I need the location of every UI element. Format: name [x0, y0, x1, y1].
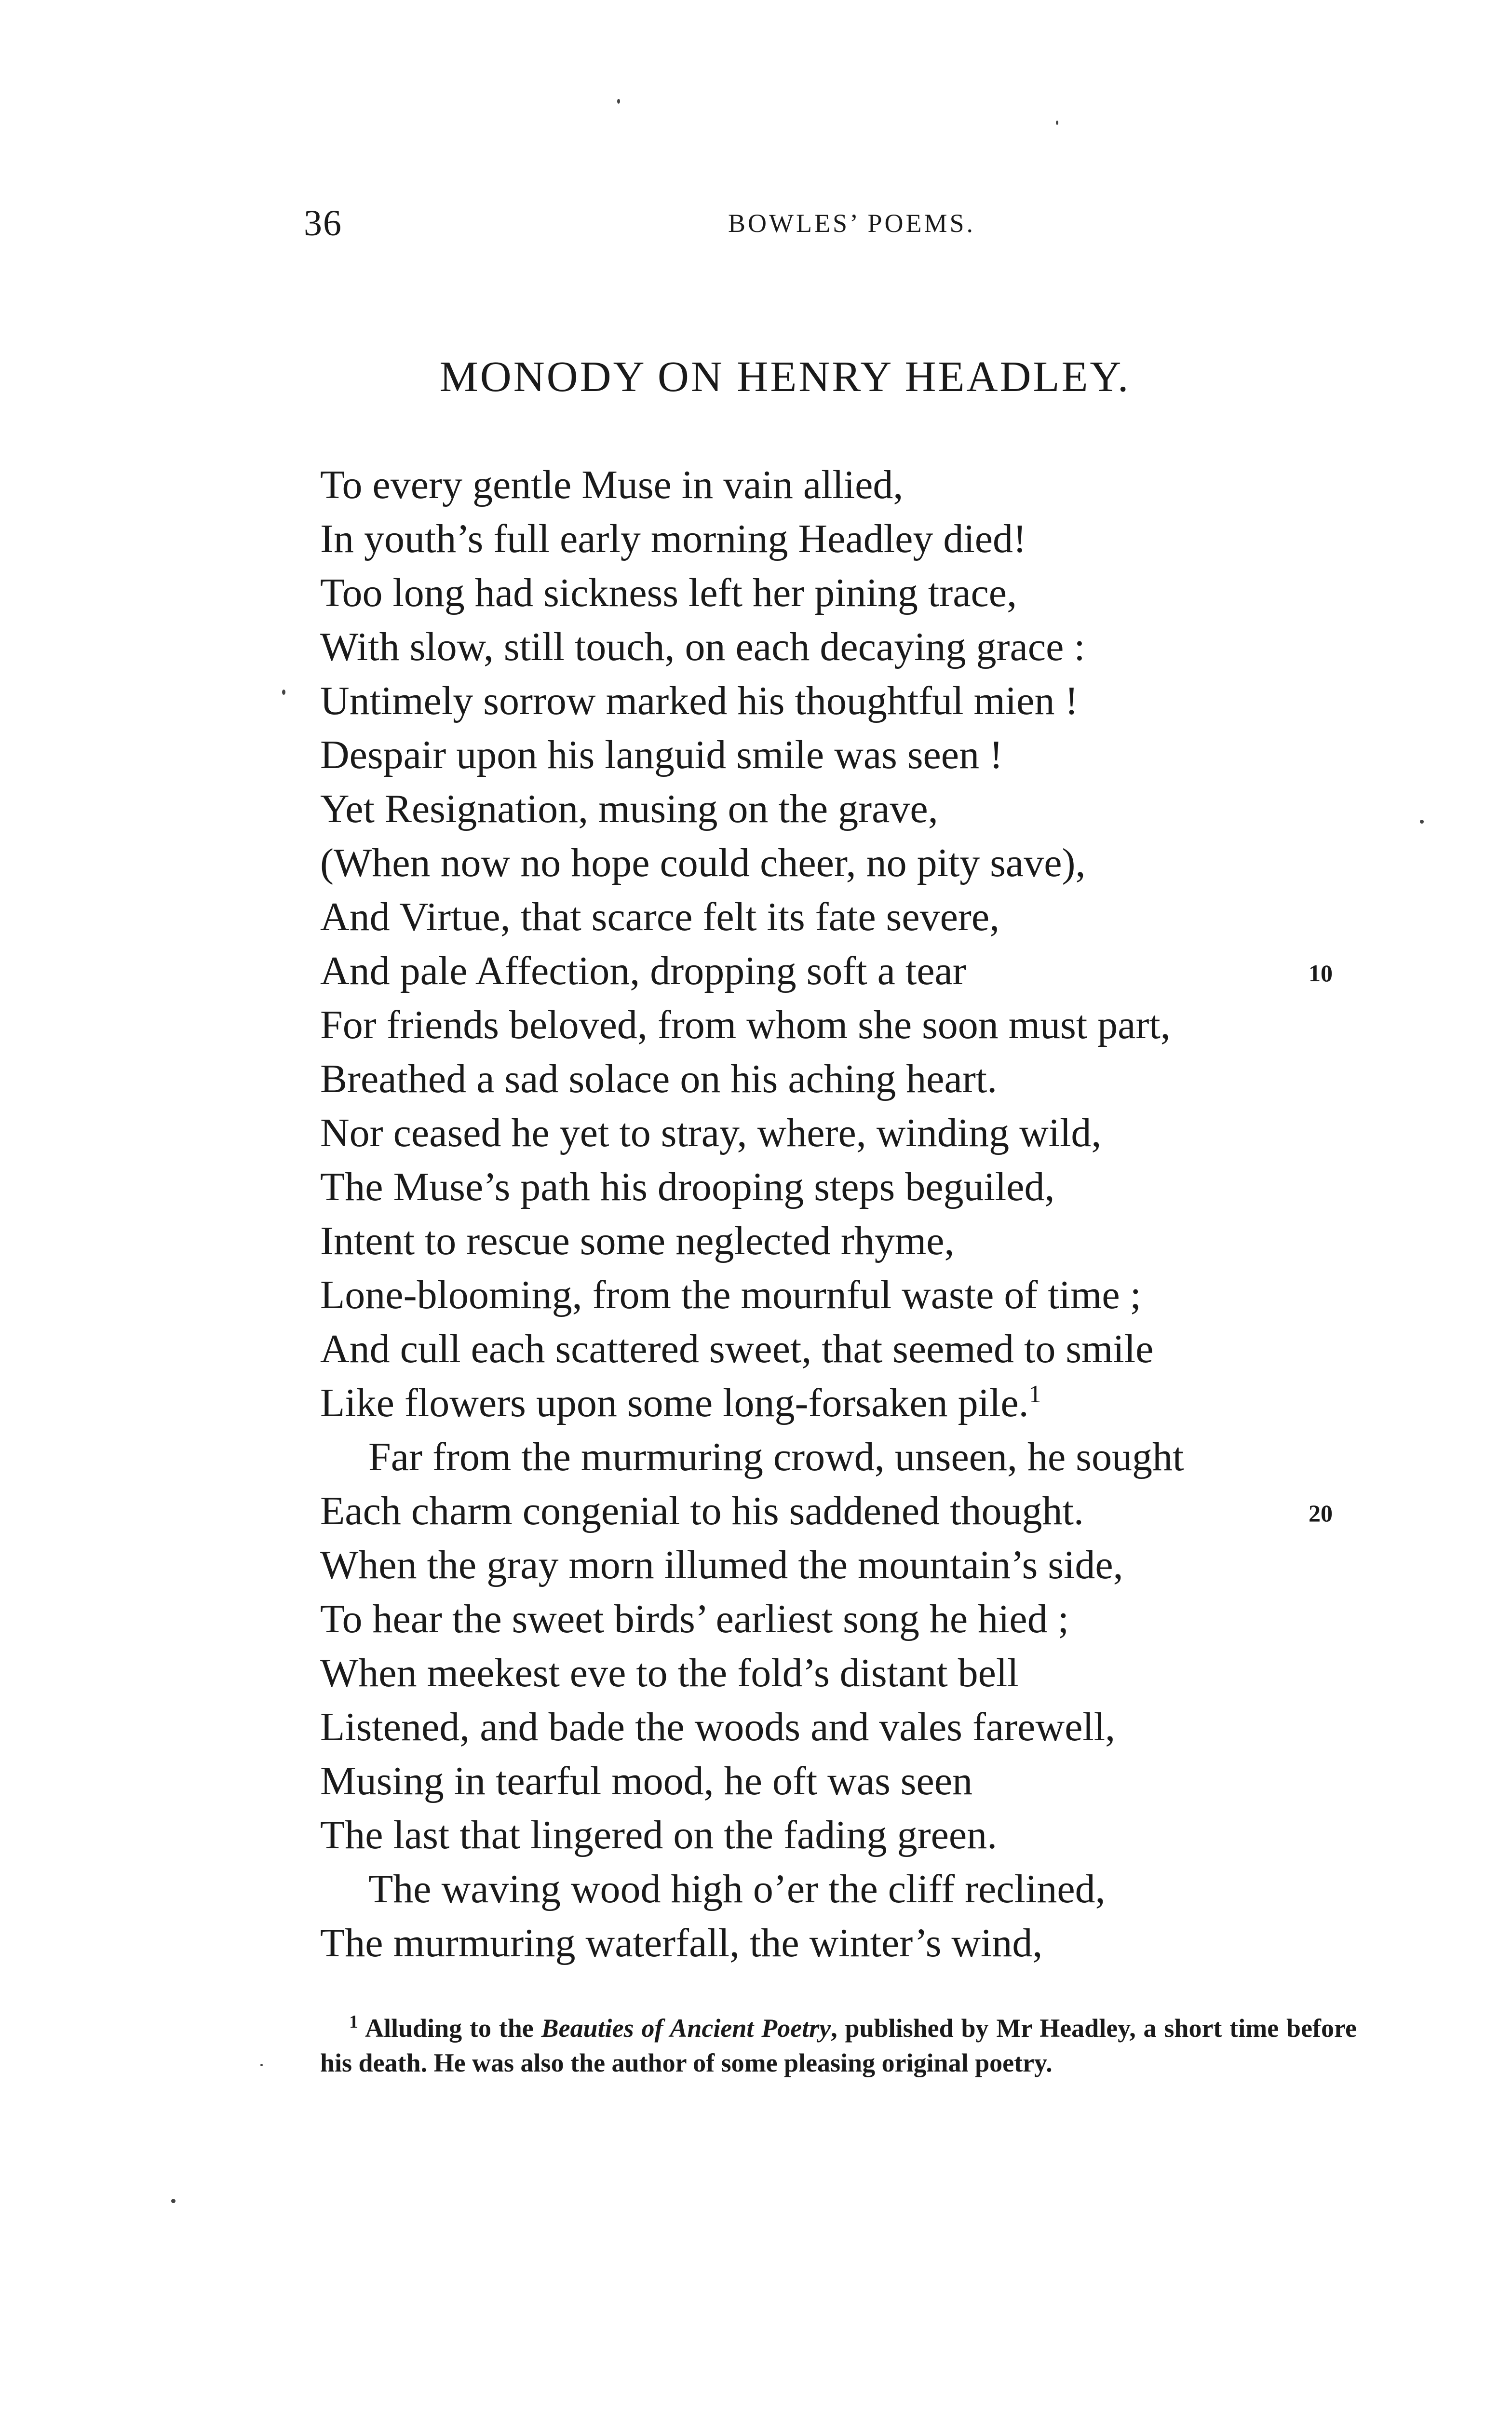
poem-line	[320, 890, 1381, 944]
footnotes	[320, 2011, 1357, 2080]
poem-line	[320, 1484, 1381, 1538]
poem-line-text: Musing in tearful mood, he oft was seen	[320, 1759, 973, 1803]
poem-line	[320, 1430, 1381, 1484]
poem-line-text: Lone-blooming, from the mournful waste of time ;	[320, 1273, 1141, 1317]
footnote-text-end: , published by Mr Headley, a short time before his death. He was also the author of some pleasing original poetry.	[320, 2014, 1357, 2077]
poem-line-text: And Virtue, that scarce felt its fate severe,	[320, 894, 1000, 939]
poem-line	[320, 674, 1381, 728]
poem-line-text: The last that lingered on the fading green.	[320, 1813, 998, 1857]
footnote-text-start: Alluding to the	[365, 2014, 541, 2043]
poem-line-text: Breathed a sad solace on his aching heart.	[320, 1057, 998, 1101]
poem-line	[320, 458, 1381, 512]
poem-line	[320, 1214, 1381, 1268]
poem-line-text: (When now no hope could cheer, no pity save),	[320, 840, 1086, 885]
poem-line-text: With slow, still touch, on each decaying grace :	[320, 624, 1085, 669]
poem-line-text: And cull each scattered sweet, that seemed to smile	[320, 1327, 1154, 1371]
poem-line-text: For friends beloved, from whom she soon must part,	[320, 1002, 1171, 1047]
poem-title: MONODY ON HENRY HEADLEY.	[439, 353, 1131, 401]
poem-line	[320, 1538, 1381, 1592]
poem-line	[320, 1646, 1381, 1700]
footnote-marker: 1	[349, 2012, 358, 2032]
poem-line-text: The Muse’s path his drooping steps beguiled,	[320, 1165, 1055, 1209]
poem-line-text: Yet Resignation, musing on the grave,	[320, 786, 938, 831]
ink-speck	[1420, 820, 1424, 824]
poem-line-text: In youth’s full early morning Headley died!	[320, 516, 1026, 561]
footnote-reference: 1	[1028, 1381, 1041, 1408]
poem-line	[320, 944, 1381, 998]
poem-line	[320, 1754, 1381, 1808]
poem-line-text: To hear the sweet birds’ earliest song he hied ;	[320, 1597, 1069, 1641]
poem-line	[320, 1592, 1381, 1646]
running-head	[304, 203, 1345, 256]
poem-line	[320, 1106, 1381, 1160]
line-number: 20	[1309, 1500, 1333, 1527]
running-title: BOWLES’ POEMS.	[728, 209, 976, 238]
poem-line-text: The murmuring waterfall, the winter’s wind,	[320, 1921, 1043, 1965]
ink-speck	[1056, 121, 1058, 125]
poem-line-text: When the gray morn illumed the mountain’s side,	[320, 1543, 1123, 1587]
poem-line	[320, 620, 1381, 674]
poem-body	[320, 458, 1381, 1970]
poem-line-text: To every gentle Muse in vain allied,	[320, 462, 904, 507]
poem-line	[320, 1052, 1381, 1106]
poem-line-text: Too long had sickness left her pining trace,	[320, 570, 1017, 615]
poem-line	[320, 998, 1381, 1052]
poem-line-text: Like flowers upon some long-forsaken pile.	[320, 1381, 1029, 1425]
poem-line-text: The waving wood high o’er the cliff reclined,	[368, 1867, 1106, 1911]
poem-line-text: Listened, and bade the woods and vales farewell,	[320, 1705, 1116, 1749]
poem-line-text: And pale Affection, dropping soft a tear	[320, 948, 966, 993]
line-number: 10	[1309, 960, 1333, 987]
poem-line	[320, 1808, 1381, 1862]
poem-line	[320, 1916, 1381, 1970]
footnote-book-title: Beauties of Ancient Poetry	[541, 2014, 831, 2043]
poem-line	[320, 1160, 1381, 1214]
ink-speck	[260, 2064, 263, 2066]
poem-line	[320, 728, 1381, 782]
poem-line	[320, 836, 1381, 890]
poem-line	[320, 566, 1381, 620]
poem-line	[320, 1322, 1381, 1376]
ink-speck	[617, 99, 620, 104]
poem-line	[320, 782, 1381, 836]
poem-line-text: Nor ceased he yet to stray, where, winding wild,	[320, 1111, 1102, 1155]
ink-speck	[171, 2199, 176, 2203]
poem-line	[320, 1268, 1381, 1322]
poem-line-text: Far from the murmuring crowd, unseen, he sought	[368, 1435, 1184, 1479]
poem-line	[320, 1376, 1381, 1430]
poem-line-text: Intent to rescue some neglected rhyme,	[320, 1219, 955, 1263]
poem-line	[320, 1700, 1381, 1754]
page-number: 36	[304, 203, 342, 244]
poem-line-text: Despair upon his languid smile was seen !	[320, 732, 1003, 777]
poem-line	[320, 1862, 1381, 1916]
poem-line	[320, 512, 1381, 566]
poem-line-text: Untimely sorrow marked his thoughtful mien !	[320, 678, 1079, 723]
poem-line-text: Each charm congenial to his saddened thought.	[320, 1489, 1084, 1533]
ink-speck	[282, 690, 285, 695]
footnote	[320, 2011, 1357, 2080]
poem-line-text: When meekest eve to the fold’s distant bell	[320, 1651, 1019, 1695]
